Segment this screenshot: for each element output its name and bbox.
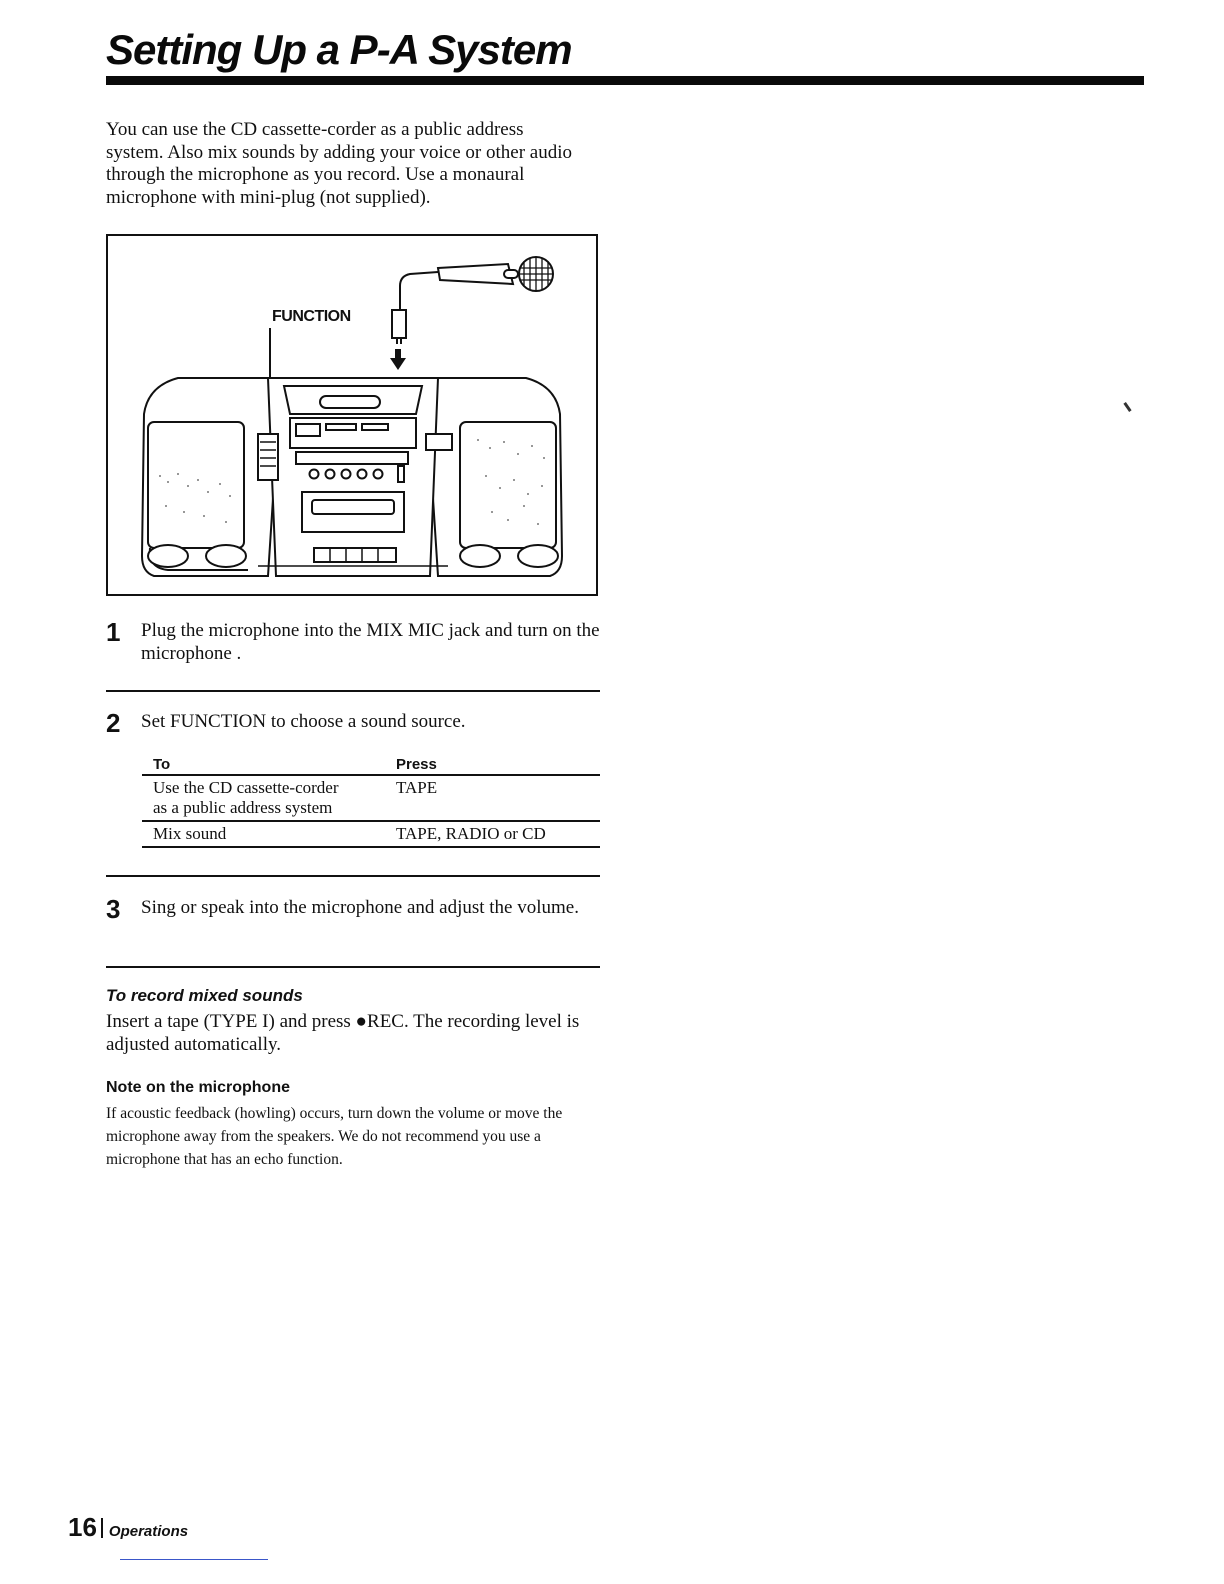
boombox-illustration <box>108 236 596 594</box>
table-header: Press <box>385 753 600 775</box>
step-text: Plug the microphone into the MIX MIC jack and turn on the microphone . <box>141 620 600 664</box>
insert-arrow-icon <box>390 349 406 370</box>
function-table <box>142 753 600 848</box>
note-heading: Note on the microphone <box>106 1079 290 1096</box>
table-cell: TAPE, RADIO or CD <box>385 821 600 847</box>
note-text: If acoustic feedback (howling) occurs, turn down the volume or move the microphone away from the speakers. We do not recommend you use a microphone that has an echo function. <box>106 1105 563 1168</box>
footer-line <box>120 1559 268 1560</box>
scan-mark <box>1123 402 1131 412</box>
page-number: 16 <box>68 1512 97 1542</box>
page-title: Setting Up a P-A System <box>106 26 572 73</box>
right-speaker <box>428 378 562 576</box>
record-mixed-text: Insert a tape (TYPE I) and press ●REC. The recording level is adjusted automatically. <box>106 1011 580 1055</box>
divider <box>106 966 600 968</box>
microphone-icon <box>392 257 553 344</box>
step-number: 3 <box>106 894 121 924</box>
step-text: Set FUNCTION to choose a sound source. <box>141 711 466 732</box>
step-number: 2 <box>106 708 121 738</box>
table-cell: Use the CD cassette-corder as a public address system <box>142 775 385 821</box>
divider <box>106 875 600 877</box>
step-text: Sing or speak into the microphone and adjust the volume. <box>141 897 579 918</box>
table-row <box>142 821 600 847</box>
main-unit <box>258 378 452 576</box>
record-mixed-heading: To record mixed sounds <box>106 986 303 1005</box>
table-row <box>142 775 600 821</box>
step-number: 1 <box>106 617 121 647</box>
page-footer <box>68 1512 188 1543</box>
section-name: Operations <box>108 1523 189 1540</box>
divider <box>106 690 600 692</box>
function-label: FUNCTION <box>272 308 351 325</box>
table-cell: Mix sound <box>142 821 385 847</box>
title-rule <box>106 76 1144 85</box>
figure-illustration <box>106 234 598 596</box>
table-cell: TAPE <box>385 775 600 821</box>
footer-separator <box>101 1518 103 1538</box>
table-header: To <box>142 753 385 775</box>
intro-paragraph: You can use the CD cassette-corder as a public address system. Also mix sounds by adding your voice or other audio through the microphone as you record. Use a monaural microphone with mini-plug (not supplied). <box>106 119 572 208</box>
